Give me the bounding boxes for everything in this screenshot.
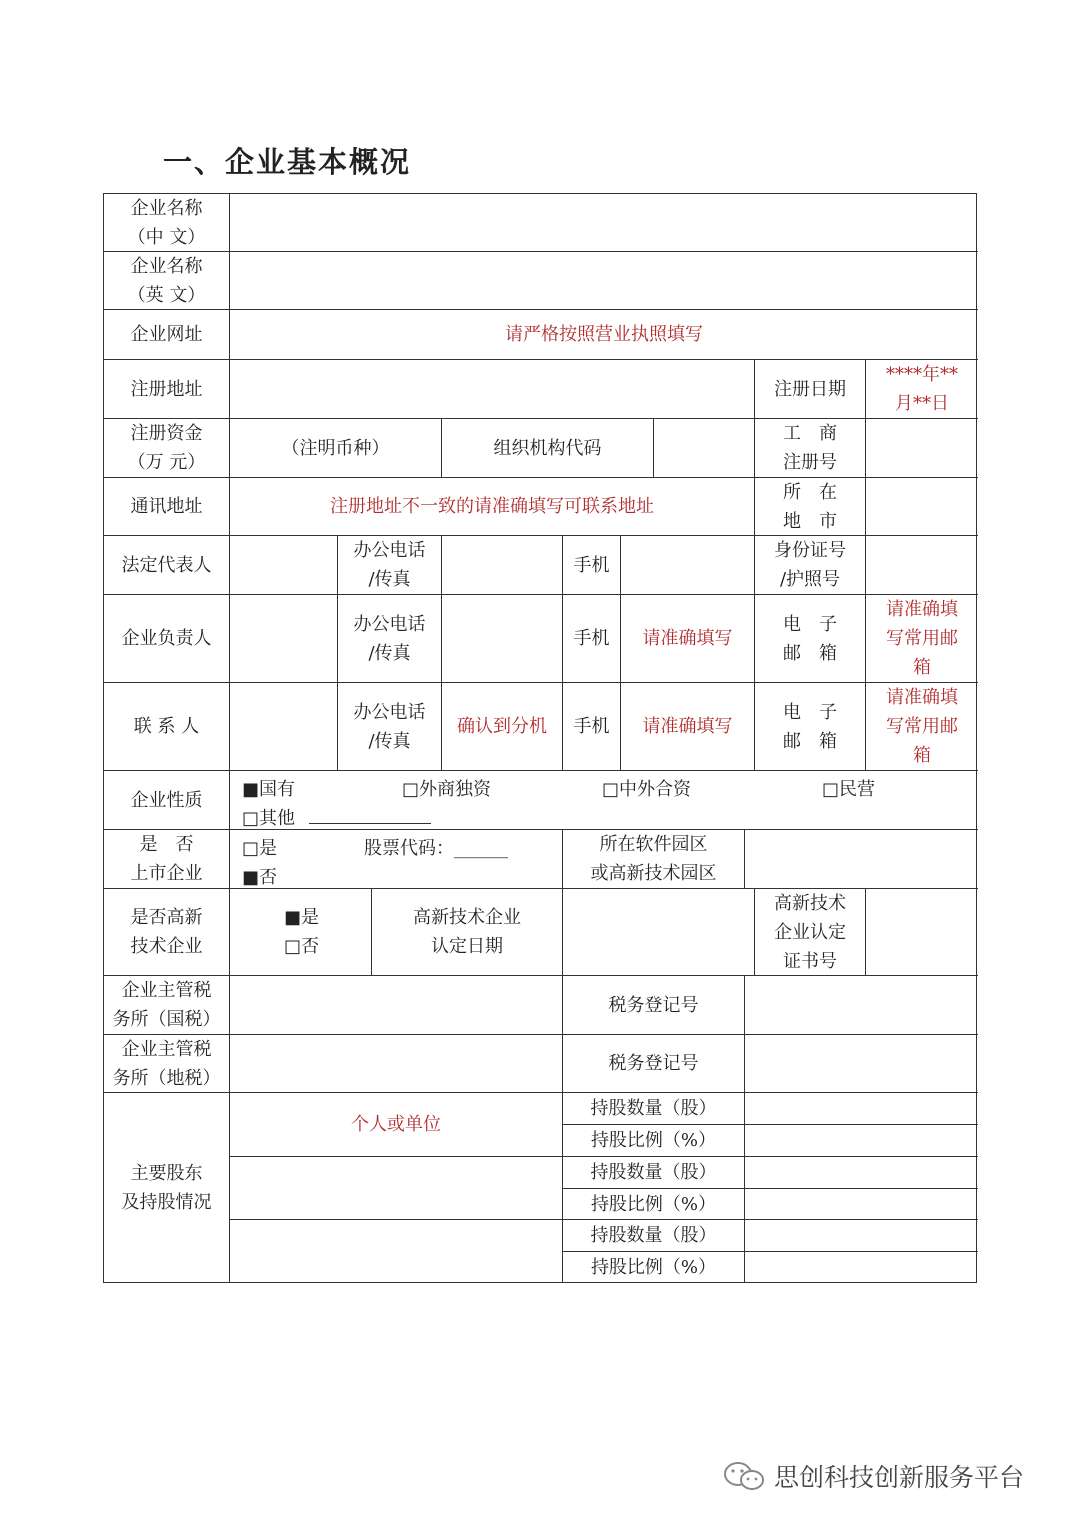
field-share-qty-3[interactable] [745, 1220, 978, 1252]
field-reg-address[interactable] [230, 360, 755, 419]
label-manager: 企业负责人 [104, 595, 230, 683]
field-manager-mobile[interactable]: 请准确填写 [621, 595, 755, 683]
label-tax-local: 企业主管税 务所（地税） [104, 1035, 230, 1093]
label-name-cn: 企业名称 （中 文） [104, 194, 230, 252]
label-park: 所在软件园区 或高新技术园区 [563, 830, 745, 889]
field-biz-reg-no[interactable] [866, 419, 978, 478]
label-tax-reg-no-national: 税务登记号 [563, 976, 745, 1035]
listed-option-yes[interactable]: □是 [242, 838, 278, 859]
wechat-icon [722, 1461, 766, 1491]
label-contact: 联 系 人 [104, 683, 230, 771]
label-legal-rep-mobile: 手机 [563, 536, 621, 595]
field-legal-rep[interactable] [230, 536, 338, 595]
label-city: 所 在 地 市 [755, 478, 866, 536]
label-share-pct-3: 持股比例（%） [563, 1252, 745, 1282]
field-contact-email[interactable]: 请准确填 写常用邮 箱 [866, 683, 978, 771]
label-org-code: 组织机构代码 [442, 419, 654, 478]
nature-other-blank[interactable] [309, 805, 431, 824]
label-reg-capital: 注册资金 （万 元） [104, 419, 230, 478]
field-tax-reg-no-national[interactable] [745, 976, 978, 1035]
label-legal-rep-office-phone: 办公电话 /传真 [338, 536, 442, 595]
company-info-form [103, 193, 977, 1283]
label-share-qty-2: 持股数量（股） [563, 1157, 745, 1189]
field-contact[interactable] [230, 683, 338, 771]
field-manager-office-phone[interactable] [442, 595, 563, 683]
nature-option-other[interactable]: □其他 [242, 804, 431, 830]
field-hightech-date[interactable] [563, 889, 755, 976]
nature-option-state-owned[interactable]: ■国有 [242, 779, 296, 800]
field-legal-rep-office-phone[interactable] [442, 536, 563, 595]
field-shareholder-3[interactable] [230, 1220, 563, 1282]
field-share-pct-1[interactable] [745, 1125, 978, 1157]
field-tax-local[interactable] [230, 1035, 563, 1093]
label-shareholders: 主要股东 及持股情况 [104, 1093, 230, 1282]
field-name-cn[interactable] [230, 194, 978, 252]
field-tax-national[interactable] [230, 976, 563, 1035]
listed-option-no[interactable]: ■否 [242, 867, 278, 888]
hightech-option-no[interactable]: □否 [284, 936, 320, 957]
field-hightech-cert[interactable] [866, 889, 978, 976]
label-manager-mobile: 手机 [563, 595, 621, 683]
label-name-en: 企业名称 （英 文） [104, 252, 230, 310]
field-park[interactable] [745, 830, 978, 889]
label-contact-office-phone: 办公电话 /传真 [338, 683, 442, 771]
label-biz-reg-no: 工 商 注册号 [755, 419, 866, 478]
label-nature: 企业性质 [104, 771, 230, 830]
field-contact-mobile[interactable]: 请准确填写 [621, 683, 755, 771]
stock-code[interactable]: 股票代码：______ [364, 838, 508, 859]
label-website: 企业网址 [104, 310, 230, 360]
label-manager-office-phone: 办公电话 /传真 [338, 595, 442, 683]
nature-option-foreign[interactable]: □外商独资 [402, 779, 492, 800]
field-city[interactable] [866, 478, 978, 536]
field-shareholder-2[interactable] [230, 1157, 563, 1220]
field-manager-email[interactable]: 请准确填 写常用邮 箱 [866, 595, 978, 683]
nature-option-joint-venture[interactable]: □中外合资 [602, 779, 692, 800]
field-org-code[interactable] [654, 419, 755, 478]
label-hightech: 是否高新 技术企业 [104, 889, 230, 976]
field-shareholder-1[interactable]: 个人或单位 [230, 1093, 563, 1157]
field-name-en[interactable] [230, 252, 978, 310]
field-share-pct-2[interactable] [745, 1189, 978, 1220]
field-legal-rep-mobile[interactable] [621, 536, 755, 595]
label-legal-rep: 法定代表人 [104, 536, 230, 595]
field-manager[interactable] [230, 595, 338, 683]
watermark [722, 1458, 1024, 1494]
field-contact-office-phone[interactable]: 确认到分机 [442, 683, 563, 771]
label-reg-date: 注册日期 [755, 360, 866, 419]
label-listed: 是 否 上市企业 [104, 830, 230, 889]
label-id-no: 身份证号 /护照号 [755, 536, 866, 595]
watermark-text: 思创科技创新服务平台 [774, 1463, 1025, 1492]
hightech-option-yes[interactable]: ■是 [284, 907, 320, 928]
label-tax-national: 企业主管税 务所（国税） [104, 976, 230, 1035]
field-mail-address[interactable]: 注册地址不一致的请准确填写可联系地址 [230, 478, 755, 536]
page-title: 一、企业基本概况 [163, 145, 412, 179]
field-id-no[interactable] [866, 536, 978, 595]
field-reg-date[interactable]: ****年** 月**日 [866, 360, 978, 419]
label-mail-address: 通讯地址 [104, 478, 230, 536]
label-tax-reg-no-local: 税务登记号 [563, 1035, 745, 1093]
label-share-qty-1: 持股数量（股） [563, 1093, 745, 1125]
label-hightech-date: 高新技术企业 认定日期 [372, 889, 563, 976]
field-reg-capital[interactable]: （注明币种） [230, 419, 442, 478]
nature-option-private[interactable]: □民营 [822, 779, 876, 800]
label-share-pct-1: 持股比例（%） [563, 1125, 745, 1157]
label-share-qty-3: 持股数量（股） [563, 1220, 745, 1252]
label-hightech-cert: 高新技术 企业认定 证书号 [755, 889, 866, 976]
field-share-pct-3[interactable] [745, 1252, 978, 1282]
label-contact-email: 电 子 邮 箱 [755, 683, 866, 771]
label-contact-mobile: 手机 [563, 683, 621, 771]
field-website[interactable]: 请严格按照营业执照填写 [230, 310, 978, 360]
field-tax-reg-no-local[interactable] [745, 1035, 978, 1093]
label-manager-email: 电 子 邮 箱 [755, 595, 866, 683]
field-share-qty-1[interactable] [745, 1093, 978, 1125]
field-share-qty-2[interactable] [745, 1157, 978, 1189]
label-reg-address: 注册地址 [104, 360, 230, 419]
label-share-pct-2: 持股比例（%） [563, 1189, 745, 1220]
